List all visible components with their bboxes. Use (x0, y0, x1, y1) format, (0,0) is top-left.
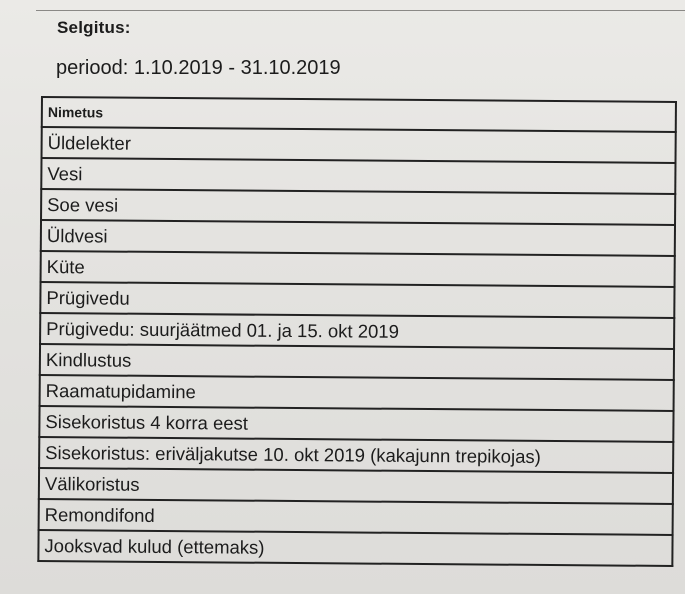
table-row (41, 189, 675, 225)
top-divider (36, 10, 685, 11)
table-row (40, 282, 674, 318)
table-cell: Üldvesi (41, 220, 675, 256)
table-row (40, 313, 674, 349)
table-row (39, 406, 673, 442)
period-text: periood: 1.10.2019 - 31.10.2019 (56, 57, 341, 79)
table-cell: Remondifond (39, 499, 673, 535)
table-row (38, 530, 672, 566)
table-cell: Välikoristus (39, 468, 673, 504)
table-cell: Vesi (41, 158, 675, 194)
table-row (39, 499, 673, 535)
table-row (41, 220, 675, 256)
table-row (41, 251, 675, 287)
table-cell: Küte (41, 251, 675, 287)
table-row (40, 344, 674, 380)
table-cell: Raamatupidamine (40, 375, 674, 411)
table-cell: Prügivedu: suurjäätmed 01. ja 15. okt 2019 (40, 313, 674, 349)
table-cell: Kindlustus (40, 344, 674, 380)
items-table (37, 96, 677, 567)
table-cell: Sisekoristus: eriväljakutse 10. okt 2019 (kakajunn trepikojas) (39, 437, 673, 473)
table-header-row (42, 97, 676, 132)
table-cell: Soe vesi (41, 189, 675, 225)
table-row (42, 127, 676, 163)
column-header-nimetus: Nimetus (42, 97, 676, 132)
table-cell: Üldelekter (42, 127, 676, 163)
table-row (41, 158, 675, 194)
table-cell: Prügivedu (40, 282, 674, 318)
table-row (39, 437, 673, 473)
table-cell: Jooksvad kulud (ettemaks) (38, 530, 672, 566)
document-heading: Selgitus: (57, 18, 131, 37)
table-cell: Sisekoristus 4 korra eest (39, 406, 673, 442)
table-row (40, 375, 674, 411)
table-row (39, 468, 673, 504)
